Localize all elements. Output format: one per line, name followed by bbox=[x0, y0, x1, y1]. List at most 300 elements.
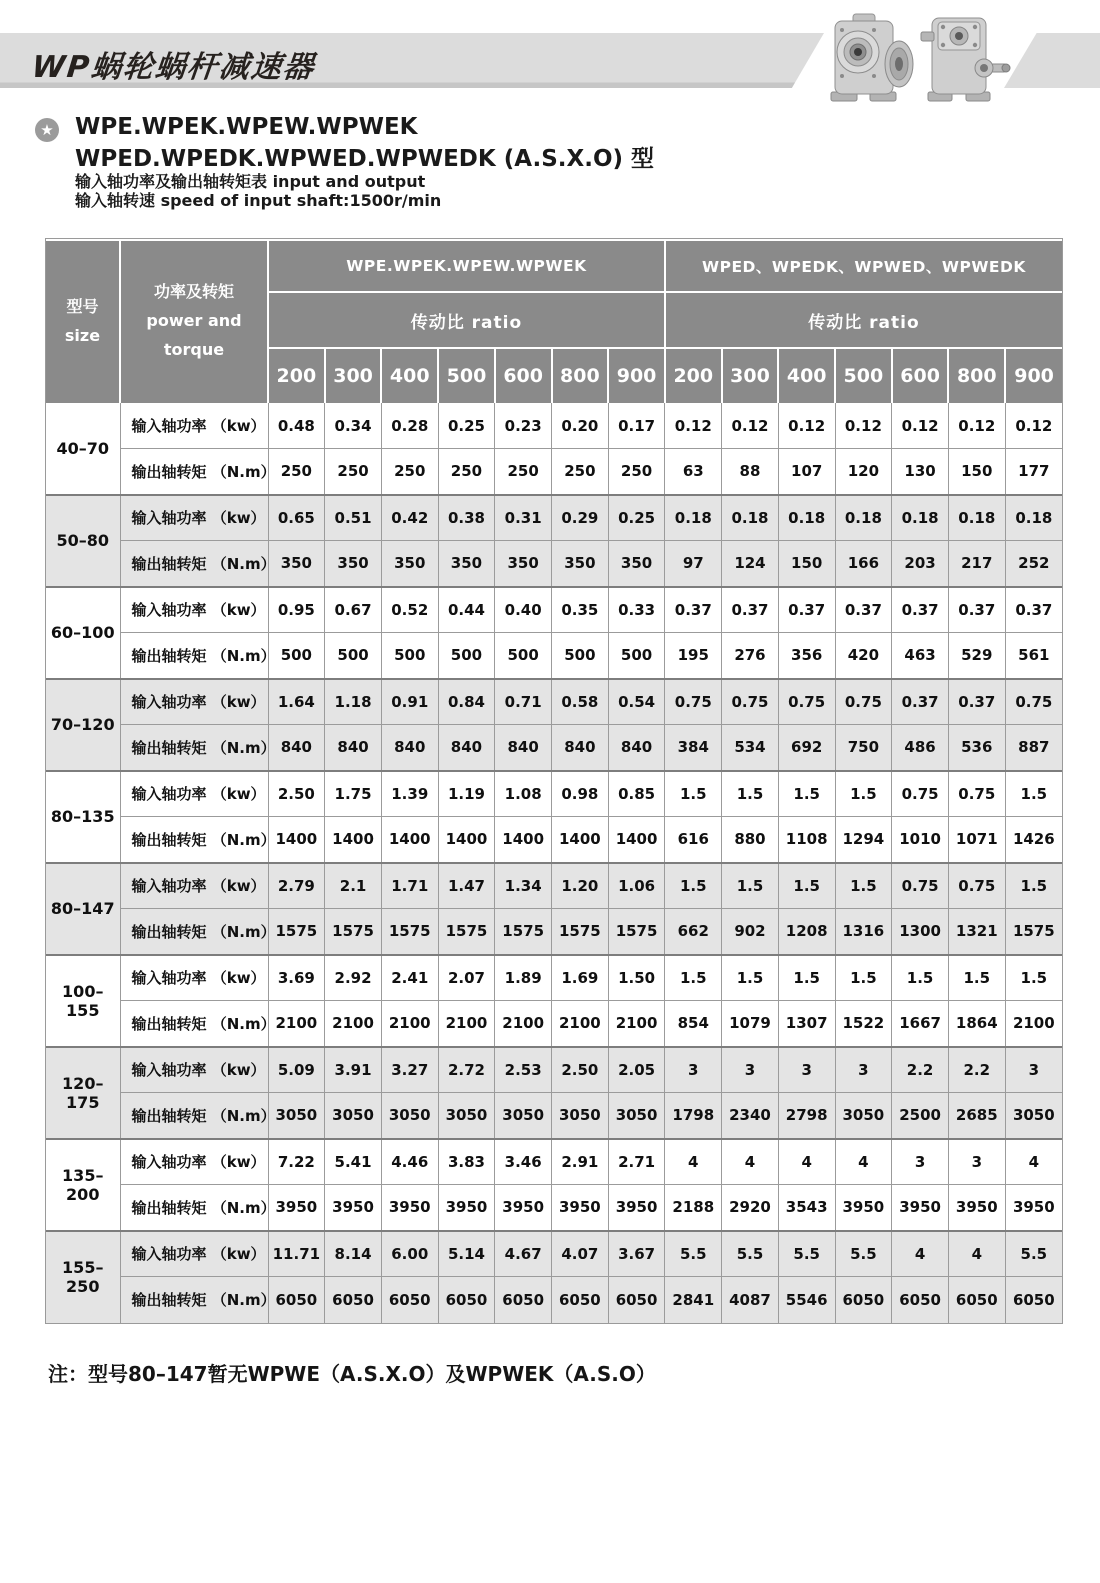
value-cell: 3050 bbox=[495, 1093, 552, 1139]
value-cell: 1400 bbox=[381, 817, 438, 863]
size-cell: 120–175 bbox=[46, 1047, 120, 1139]
table-row bbox=[46, 817, 1062, 863]
value-cell: 4 bbox=[722, 1139, 779, 1185]
value-cell: 3 bbox=[722, 1047, 779, 1093]
header-line: 功率及转矩 bbox=[153, 282, 234, 302]
value-cell: 0.37 bbox=[1005, 587, 1062, 633]
value-cell: 3950 bbox=[268, 1185, 325, 1231]
value-cell: 6050 bbox=[948, 1277, 1005, 1323]
value-cell: 1.5 bbox=[665, 771, 722, 817]
value-cell: 2100 bbox=[268, 1001, 325, 1047]
table-row bbox=[46, 1093, 1062, 1139]
section-title-line1: WPE.WPEK.WPEW.WPWEK bbox=[75, 114, 418, 140]
value-cell: 5.09 bbox=[268, 1047, 325, 1093]
value-cell: 3.46 bbox=[495, 1139, 552, 1185]
value-cell: 8.14 bbox=[325, 1231, 382, 1277]
value-cell: 3950 bbox=[1005, 1185, 1062, 1231]
value-cell: 0.37 bbox=[948, 587, 1005, 633]
value-cell: 6050 bbox=[835, 1277, 892, 1323]
value-cell: 0.51 bbox=[325, 495, 382, 541]
section-title-line2: WPED.WPEDK.WPWED.WPWEDK (A.S.X.O) 型 bbox=[75, 146, 655, 172]
value-cell: 2188 bbox=[665, 1185, 722, 1231]
row-label-output-torque: 输出轴转矩 （N.m） bbox=[120, 1001, 268, 1047]
value-cell: 561 bbox=[1005, 633, 1062, 679]
value-cell: 692 bbox=[778, 725, 835, 771]
value-cell: 350 bbox=[268, 541, 325, 587]
value-cell: 384 bbox=[665, 725, 722, 771]
value-cell: 3050 bbox=[1005, 1093, 1062, 1139]
value-cell: 0.37 bbox=[778, 587, 835, 633]
value-cell: 3950 bbox=[948, 1185, 1005, 1231]
header-line: size bbox=[64, 325, 101, 345]
ratio-value-header: 600 bbox=[495, 348, 552, 403]
value-cell: 463 bbox=[892, 633, 949, 679]
value-cell: 4 bbox=[835, 1139, 892, 1185]
value-cell: 0.75 bbox=[1005, 679, 1062, 725]
value-cell: 3050 bbox=[268, 1093, 325, 1139]
value-cell: 0.38 bbox=[438, 495, 495, 541]
value-cell: 250 bbox=[495, 449, 552, 495]
value-cell: 0.18 bbox=[835, 495, 892, 541]
row-label-input-power: 输入轴功率 （kw） bbox=[120, 587, 268, 633]
value-cell: 420 bbox=[835, 633, 892, 679]
value-cell: 3.91 bbox=[325, 1047, 382, 1093]
value-cell: 880 bbox=[722, 817, 779, 863]
row-label-output-torque: 输出轴转矩 （N.m） bbox=[120, 1093, 268, 1139]
value-cell: 5.5 bbox=[1005, 1231, 1062, 1277]
value-cell: 3.83 bbox=[438, 1139, 495, 1185]
row-label-output-torque: 输出轴转矩 （N.m） bbox=[120, 1185, 268, 1231]
ratio-value-header: 200 bbox=[268, 348, 325, 403]
value-cell: 1208 bbox=[778, 909, 835, 955]
value-cell: 0.71 bbox=[495, 679, 552, 725]
value-cell: 350 bbox=[325, 541, 382, 587]
value-cell: 1.71 bbox=[381, 863, 438, 909]
value-cell: 166 bbox=[835, 541, 892, 587]
ratio-value-header: 500 bbox=[835, 348, 892, 403]
value-cell: 350 bbox=[608, 541, 665, 587]
value-cell: 5546 bbox=[778, 1277, 835, 1323]
value-cell: 1.5 bbox=[1005, 863, 1062, 909]
value-cell: 2100 bbox=[552, 1001, 609, 1047]
value-cell: 0.75 bbox=[892, 771, 949, 817]
value-cell: 500 bbox=[268, 633, 325, 679]
value-cell: 0.12 bbox=[778, 403, 835, 449]
value-cell: 3050 bbox=[325, 1093, 382, 1139]
value-cell: 1.19 bbox=[438, 771, 495, 817]
value-cell: 63 bbox=[665, 449, 722, 495]
value-cell: 2.2 bbox=[892, 1047, 949, 1093]
value-cell: 536 bbox=[948, 725, 1005, 771]
value-cell: 0.18 bbox=[778, 495, 835, 541]
value-cell: 1.08 bbox=[495, 771, 552, 817]
value-cell: 252 bbox=[1005, 541, 1062, 587]
value-cell: 150 bbox=[778, 541, 835, 587]
table-row bbox=[46, 1047, 1062, 1093]
row-label-input-power: 输入轴功率 （kw） bbox=[120, 771, 268, 817]
table-row bbox=[46, 495, 1062, 541]
value-cell: 2.50 bbox=[552, 1047, 609, 1093]
value-cell: 500 bbox=[608, 633, 665, 679]
value-cell: 529 bbox=[948, 633, 1005, 679]
value-cell: 1.5 bbox=[835, 955, 892, 1001]
value-cell: 0.75 bbox=[948, 863, 1005, 909]
value-cell: 0.98 bbox=[552, 771, 609, 817]
row-label-input-power: 输入轴功率 （kw） bbox=[120, 1139, 268, 1185]
value-cell: 2.72 bbox=[438, 1047, 495, 1093]
value-cell: 0.35 bbox=[552, 587, 609, 633]
ratio-value-header: 900 bbox=[1005, 348, 1062, 403]
row-label-output-torque: 输出轴转矩 （N.m） bbox=[120, 909, 268, 955]
value-cell: 840 bbox=[381, 725, 438, 771]
value-cell: 0.37 bbox=[722, 587, 779, 633]
value-cell: 177 bbox=[1005, 449, 1062, 495]
value-cell: 3950 bbox=[608, 1185, 665, 1231]
value-cell: 5.5 bbox=[665, 1231, 722, 1277]
ratio-value-header: 300 bbox=[722, 348, 779, 403]
header-band-right-shape bbox=[1004, 33, 1100, 88]
value-cell: 2500 bbox=[892, 1093, 949, 1139]
value-cell: 0.37 bbox=[892, 679, 949, 725]
value-cell: 0.12 bbox=[835, 403, 892, 449]
value-cell: 840 bbox=[268, 725, 325, 771]
value-cell: 2.1 bbox=[325, 863, 382, 909]
row-label-output-torque: 输出轴转矩 （N.m） bbox=[120, 449, 268, 495]
value-cell: 2920 bbox=[722, 1185, 779, 1231]
value-cell: 0.18 bbox=[722, 495, 779, 541]
section-subtitle-line1: 输入轴功率及输出轴转矩表 input and output bbox=[75, 172, 426, 191]
value-cell: 1.5 bbox=[722, 771, 779, 817]
value-cell: 0.48 bbox=[268, 403, 325, 449]
header-line: 型号 bbox=[66, 296, 99, 316]
value-cell: 1667 bbox=[892, 1001, 949, 1047]
ratio-label-1: 传动比 ratio bbox=[268, 292, 665, 348]
value-cell: 1316 bbox=[835, 909, 892, 955]
size-cell: 135–200 bbox=[46, 1139, 120, 1231]
value-cell: 3 bbox=[778, 1047, 835, 1093]
value-cell: 1400 bbox=[438, 817, 495, 863]
value-cell: 1.18 bbox=[325, 679, 382, 725]
value-cell: 500 bbox=[325, 633, 382, 679]
star-icon: ★ bbox=[35, 118, 59, 142]
value-cell: 7.22 bbox=[268, 1139, 325, 1185]
ratio-value-header: 200 bbox=[665, 348, 722, 403]
value-cell: 350 bbox=[438, 541, 495, 587]
value-cell: 6050 bbox=[268, 1277, 325, 1323]
table-row bbox=[46, 541, 1062, 587]
value-cell: 1575 bbox=[608, 909, 665, 955]
table-row bbox=[46, 1185, 1062, 1231]
value-cell: 1575 bbox=[552, 909, 609, 955]
value-cell: 0.67 bbox=[325, 587, 382, 633]
page-title: WP蜗轮蜗杆减速器 bbox=[30, 50, 317, 85]
value-cell: 4087 bbox=[722, 1277, 779, 1323]
value-cell: 1071 bbox=[948, 817, 1005, 863]
value-cell: 1.5 bbox=[835, 771, 892, 817]
table-row bbox=[46, 1001, 1062, 1047]
value-cell: 3050 bbox=[381, 1093, 438, 1139]
value-cell: 0.37 bbox=[892, 587, 949, 633]
value-cell: 1079 bbox=[722, 1001, 779, 1047]
value-cell: 887 bbox=[1005, 725, 1062, 771]
value-cell: 350 bbox=[495, 541, 552, 587]
value-cell: 3950 bbox=[835, 1185, 892, 1231]
size-cell: 40–70 bbox=[46, 403, 120, 495]
value-cell: 1307 bbox=[778, 1001, 835, 1047]
value-cell: 2.92 bbox=[325, 955, 382, 1001]
value-cell: 2100 bbox=[438, 1001, 495, 1047]
value-cell: 616 bbox=[665, 817, 722, 863]
power-torque-column-header bbox=[120, 240, 268, 403]
value-cell: 1.5 bbox=[1005, 955, 1062, 1001]
value-cell: 0.33 bbox=[608, 587, 665, 633]
value-cell: 0.75 bbox=[835, 679, 892, 725]
value-cell: 5.41 bbox=[325, 1139, 382, 1185]
value-cell: 1575 bbox=[438, 909, 495, 955]
value-cell: 0.28 bbox=[381, 403, 438, 449]
value-cell: 1426 bbox=[1005, 817, 1062, 863]
value-cell: 840 bbox=[438, 725, 495, 771]
value-cell: 1.5 bbox=[835, 863, 892, 909]
value-cell: 1400 bbox=[268, 817, 325, 863]
value-cell: 195 bbox=[665, 633, 722, 679]
value-cell: 0.42 bbox=[381, 495, 438, 541]
value-cell: 2.53 bbox=[495, 1047, 552, 1093]
table-row bbox=[46, 863, 1062, 909]
value-cell: 6050 bbox=[438, 1277, 495, 1323]
value-cell: 6050 bbox=[892, 1277, 949, 1323]
value-cell: 2685 bbox=[948, 1093, 1005, 1139]
value-cell: 1.5 bbox=[722, 863, 779, 909]
value-cell: 6050 bbox=[325, 1277, 382, 1323]
table-row bbox=[46, 1277, 1062, 1323]
value-cell: 500 bbox=[381, 633, 438, 679]
value-cell: 1.39 bbox=[381, 771, 438, 817]
value-cell: 356 bbox=[778, 633, 835, 679]
value-cell: 124 bbox=[722, 541, 779, 587]
gearbox-image-side bbox=[920, 8, 1012, 104]
value-cell: 5.5 bbox=[835, 1231, 892, 1277]
size-column-header bbox=[46, 240, 120, 403]
value-cell: 902 bbox=[722, 909, 779, 955]
table-row bbox=[46, 725, 1062, 771]
value-cell: 2.41 bbox=[381, 955, 438, 1001]
table-row bbox=[46, 1139, 1062, 1185]
section-subtitle-line2: 输入轴转速 speed of input shaft:1500r/min bbox=[75, 191, 442, 210]
value-cell: 2100 bbox=[1005, 1001, 1062, 1047]
value-cell: 1.5 bbox=[892, 955, 949, 1001]
value-cell: 1522 bbox=[835, 1001, 892, 1047]
ratio-value-header: 800 bbox=[948, 348, 1005, 403]
value-cell: 0.65 bbox=[268, 495, 325, 541]
value-cell: 4 bbox=[948, 1231, 1005, 1277]
value-cell: 150 bbox=[948, 449, 1005, 495]
value-cell: 1.5 bbox=[778, 955, 835, 1001]
value-cell: 2340 bbox=[722, 1093, 779, 1139]
value-cell: 0.75 bbox=[948, 771, 1005, 817]
value-cell: 0.75 bbox=[778, 679, 835, 725]
value-cell: 4.07 bbox=[552, 1231, 609, 1277]
value-cell: 250 bbox=[268, 449, 325, 495]
value-cell: 1.06 bbox=[608, 863, 665, 909]
size-cell: 155–250 bbox=[46, 1231, 120, 1323]
value-cell: 1575 bbox=[325, 909, 382, 955]
value-cell: 203 bbox=[892, 541, 949, 587]
value-cell: 1.5 bbox=[665, 955, 722, 1001]
value-cell: 1400 bbox=[325, 817, 382, 863]
row-label-output-torque: 输出轴转矩 （N.m） bbox=[120, 633, 268, 679]
row-label-output-torque: 输出轴转矩 （N.m） bbox=[120, 725, 268, 771]
value-cell: 3950 bbox=[438, 1185, 495, 1231]
model-group-header-2: WPED、WPEDK、WPWED、WPWEDK bbox=[665, 240, 1062, 292]
value-cell: 750 bbox=[835, 725, 892, 771]
value-cell: 1575 bbox=[495, 909, 552, 955]
value-cell: 1.5 bbox=[722, 955, 779, 1001]
value-cell: 0.20 bbox=[552, 403, 609, 449]
value-cell: 500 bbox=[495, 633, 552, 679]
value-cell: 1.5 bbox=[1005, 771, 1062, 817]
gearbox-image-front bbox=[826, 8, 918, 104]
row-label-output-torque: 输出轴转矩 （N.m） bbox=[120, 1277, 268, 1323]
value-cell: 0.12 bbox=[892, 403, 949, 449]
table-row bbox=[46, 587, 1062, 633]
value-cell: 130 bbox=[892, 449, 949, 495]
value-cell: 3050 bbox=[835, 1093, 892, 1139]
row-label-input-power: 输入轴功率 （kw） bbox=[120, 863, 268, 909]
value-cell: 1.47 bbox=[438, 863, 495, 909]
value-cell: 854 bbox=[665, 1001, 722, 1047]
value-cell: 1.5 bbox=[778, 771, 835, 817]
value-cell: 0.29 bbox=[552, 495, 609, 541]
value-cell: 840 bbox=[608, 725, 665, 771]
value-cell: 6050 bbox=[381, 1277, 438, 1323]
value-cell: 3050 bbox=[608, 1093, 665, 1139]
value-cell: 3050 bbox=[552, 1093, 609, 1139]
value-cell: 0.95 bbox=[268, 587, 325, 633]
value-cell: 0.12 bbox=[665, 403, 722, 449]
value-cell: 840 bbox=[552, 725, 609, 771]
value-cell: 0.18 bbox=[665, 495, 722, 541]
ratio-value-header: 300 bbox=[325, 348, 382, 403]
value-cell: 3 bbox=[665, 1047, 722, 1093]
value-cell: 5.5 bbox=[722, 1231, 779, 1277]
value-cell: 250 bbox=[552, 449, 609, 495]
spec-table-wrap bbox=[45, 238, 1063, 1324]
value-cell: 0.12 bbox=[722, 403, 779, 449]
value-cell: 3 bbox=[948, 1139, 1005, 1185]
value-cell: 1798 bbox=[665, 1093, 722, 1139]
row-label-input-power: 输入轴功率 （kw） bbox=[120, 1047, 268, 1093]
value-cell: 3.69 bbox=[268, 955, 325, 1001]
value-cell: 107 bbox=[778, 449, 835, 495]
value-cell: 1400 bbox=[552, 817, 609, 863]
ratio-label-2: 传动比 ratio bbox=[665, 292, 1062, 348]
value-cell: 6050 bbox=[495, 1277, 552, 1323]
table-row bbox=[46, 679, 1062, 725]
value-cell: 1300 bbox=[892, 909, 949, 955]
value-cell: 1108 bbox=[778, 817, 835, 863]
ratio-value-header: 900 bbox=[608, 348, 665, 403]
value-cell: 1.5 bbox=[665, 863, 722, 909]
row-label-input-power: 输入轴功率 （kw） bbox=[120, 679, 268, 725]
value-cell: 1321 bbox=[948, 909, 1005, 955]
value-cell: 97 bbox=[665, 541, 722, 587]
header-line: power and torque bbox=[146, 311, 242, 359]
value-cell: 0.75 bbox=[665, 679, 722, 725]
value-cell: 0.12 bbox=[1005, 403, 1062, 449]
value-cell: 0.75 bbox=[892, 863, 949, 909]
value-cell: 0.37 bbox=[665, 587, 722, 633]
value-cell: 3050 bbox=[438, 1093, 495, 1139]
row-label-input-power: 输入轴功率 （kw） bbox=[120, 403, 268, 449]
value-cell: 4.46 bbox=[381, 1139, 438, 1185]
value-cell: 1864 bbox=[948, 1001, 1005, 1047]
value-cell: 0.54 bbox=[608, 679, 665, 725]
value-cell: 0.17 bbox=[608, 403, 665, 449]
value-cell: 0.23 bbox=[495, 403, 552, 449]
value-cell: 486 bbox=[892, 725, 949, 771]
table-row bbox=[46, 449, 1062, 495]
spec-table bbox=[46, 239, 1062, 1323]
row-label-input-power: 输入轴功率 （kw） bbox=[120, 1231, 268, 1277]
value-cell: 0.75 bbox=[722, 679, 779, 725]
value-cell: 250 bbox=[438, 449, 495, 495]
value-cell: 0.12 bbox=[948, 403, 1005, 449]
value-cell: 1575 bbox=[381, 909, 438, 955]
value-cell: 500 bbox=[552, 633, 609, 679]
value-cell: 250 bbox=[608, 449, 665, 495]
model-group-header-1: WPE.WPEK.WPEW.WPWEK bbox=[268, 240, 665, 292]
value-cell: 0.37 bbox=[835, 587, 892, 633]
value-cell: 4 bbox=[892, 1231, 949, 1277]
value-cell: 2100 bbox=[495, 1001, 552, 1047]
value-cell: 11.71 bbox=[268, 1231, 325, 1277]
value-cell: 500 bbox=[438, 633, 495, 679]
row-label-input-power: 输入轴功率 （kw） bbox=[120, 955, 268, 1001]
value-cell: 2841 bbox=[665, 1277, 722, 1323]
value-cell: 2.91 bbox=[552, 1139, 609, 1185]
value-cell: 350 bbox=[381, 541, 438, 587]
value-cell: 2.79 bbox=[268, 863, 325, 909]
value-cell: 1010 bbox=[892, 817, 949, 863]
table-row bbox=[46, 955, 1062, 1001]
value-cell: 2.05 bbox=[608, 1047, 665, 1093]
value-cell: 0.37 bbox=[948, 679, 1005, 725]
value-cell: 3.27 bbox=[381, 1047, 438, 1093]
value-cell: 4.67 bbox=[495, 1231, 552, 1277]
value-cell: 3 bbox=[1005, 1047, 1062, 1093]
value-cell: 2.71 bbox=[608, 1139, 665, 1185]
value-cell: 120 bbox=[835, 449, 892, 495]
value-cell: 3950 bbox=[552, 1185, 609, 1231]
value-cell: 1294 bbox=[835, 817, 892, 863]
value-cell: 0.58 bbox=[552, 679, 609, 725]
size-cell: 80–135 bbox=[46, 771, 120, 863]
value-cell: 276 bbox=[722, 633, 779, 679]
value-cell: 1575 bbox=[268, 909, 325, 955]
value-cell: 1.5 bbox=[778, 863, 835, 909]
value-cell: 0.44 bbox=[438, 587, 495, 633]
value-cell: 6050 bbox=[1005, 1277, 1062, 1323]
value-cell: 1.89 bbox=[495, 955, 552, 1001]
table-row bbox=[46, 771, 1062, 817]
value-cell: 662 bbox=[665, 909, 722, 955]
value-cell: 1.50 bbox=[608, 955, 665, 1001]
value-cell: 2100 bbox=[608, 1001, 665, 1047]
value-cell: 3.67 bbox=[608, 1231, 665, 1277]
value-cell: 3950 bbox=[381, 1185, 438, 1231]
value-cell: 2100 bbox=[381, 1001, 438, 1047]
